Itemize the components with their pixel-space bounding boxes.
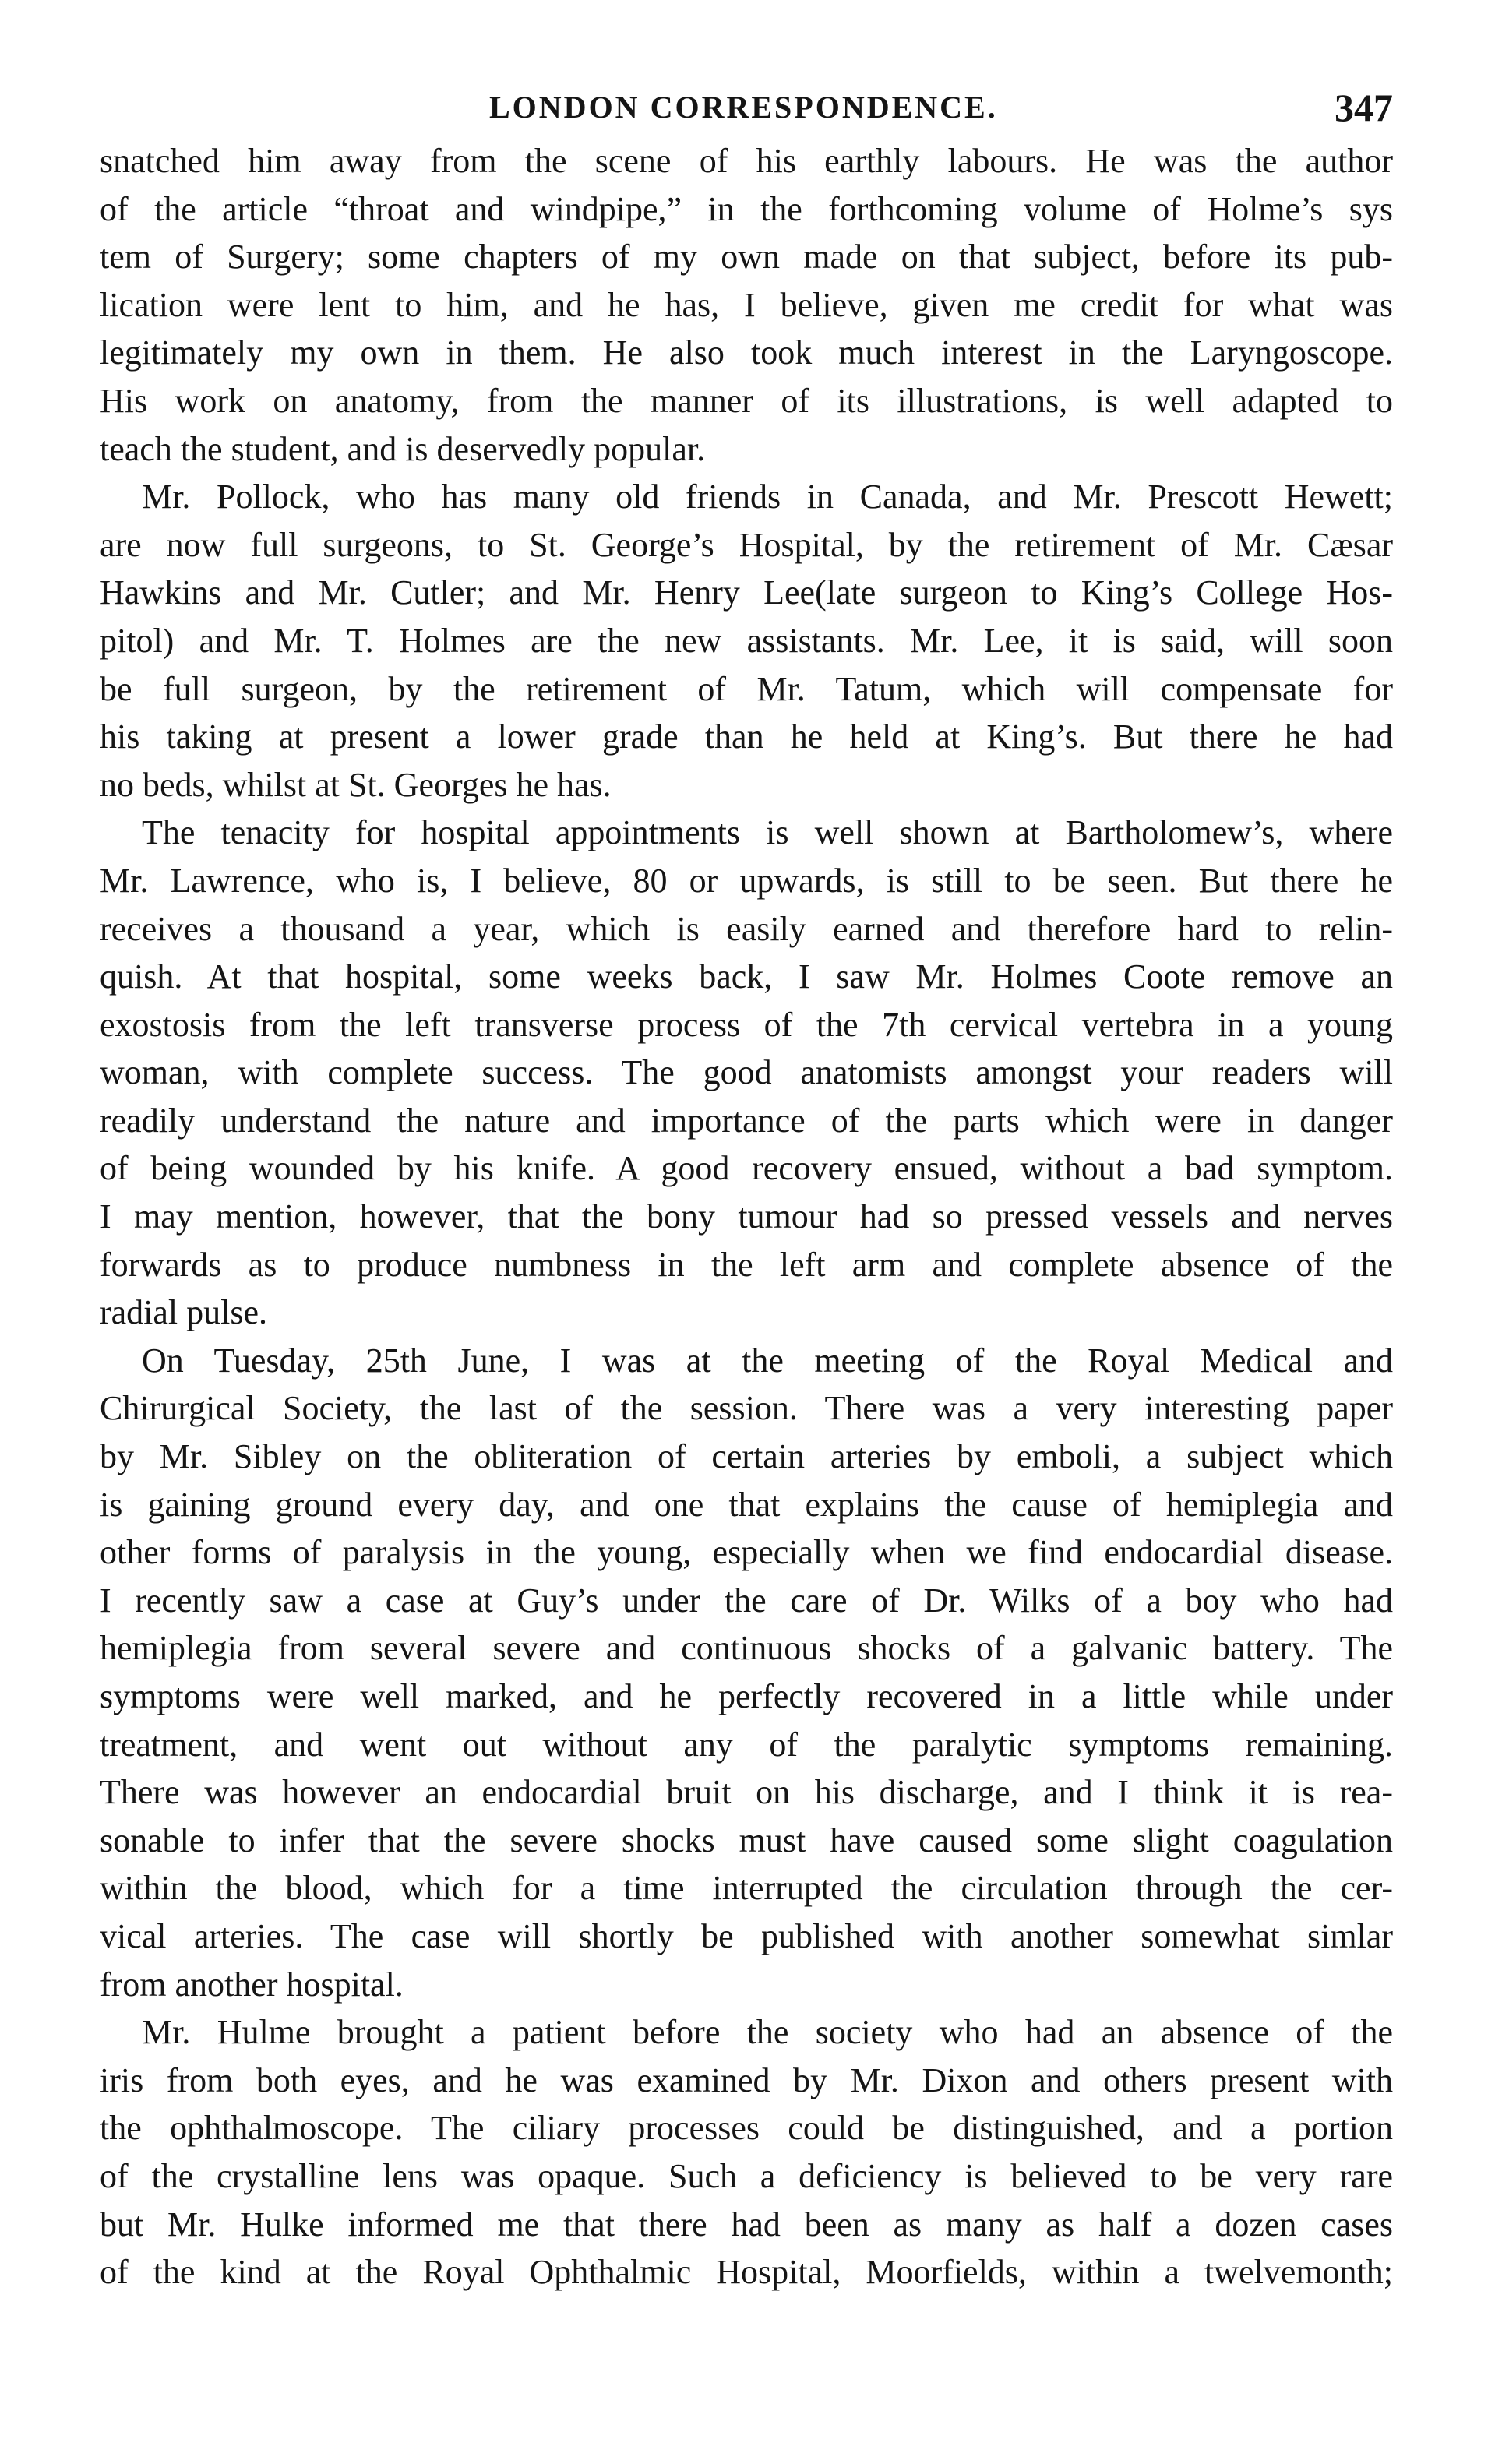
- text-line: Mr. Lawrence, who is, I believe, 80 or upwards, is still to be seen. But there he: [100, 861, 1393, 900]
- text-line: from another hospital.: [100, 1965, 404, 2004]
- text-line: Mr. Hulme brought a patient before the society who had an absence of the: [142, 2013, 1393, 2052]
- text-line: pitol) and Mr. T. Holmes are the new assistants. Mr. Lee, it is said, will soon: [100, 621, 1393, 660]
- text-line: within the blood, which for a time interrupted the circulation through the cer-: [100, 1869, 1393, 1908]
- text-line: lication were lent to him, and he has, I believe, given me credit for what was: [100, 285, 1393, 324]
- text-line: readily understand the nature and importance of the parts which were in danger: [100, 1101, 1393, 1140]
- text-line: legitimately my own in them. He also took much interest in the Laryngoscope.: [100, 333, 1393, 372]
- body-text: [100, 137, 1393, 2297]
- text-line: of the article “throat and windpipe,” in the forthcoming volume of Holme’s sys: [100, 189, 1393, 228]
- text-line: I recently saw a case at Guy’s under the care of Dr. Wilks of a boy who had: [100, 1581, 1393, 1620]
- text-line: receives a thousand a year, which is easily earned and therefore hard to relin-: [100, 909, 1393, 948]
- text-line: The tenacity for hospital appointments is well shown at Bartholomew’s, where: [142, 813, 1393, 852]
- page-number: 347: [1335, 86, 1393, 129]
- text-line: be full surgeon, by the retirement of Mr. Tatum, which will compensate for: [100, 669, 1393, 708]
- text-line: woman, with complete success. The good anatomists amongst your readers will: [100, 1053, 1393, 1092]
- text-line: sonable to infer that the severe shocks must have caused some slight coagulation: [100, 1821, 1393, 1859]
- text-line: of being wounded by his knife. A good recovery ensued, without a bad symptom.: [100, 1149, 1393, 1188]
- text-line: tem of Surgery; some chapters of my own made on that subject, before its pub-: [100, 238, 1393, 277]
- text-line: hemiplegia from several severe and continuous shocks of a galvanic battery. The: [100, 1629, 1393, 1668]
- text-line: exostosis from the left transverse process of the 7th cervical vertebra in a young: [100, 1005, 1393, 1044]
- text-line: but Mr. Hulke informed me that there had been as many as half a dozen cases: [100, 2205, 1393, 2244]
- text-line: by Mr. Sibley on the obliteration of certain arteries by emboli, a subject which: [100, 1437, 1393, 1476]
- text-line: Chirurgical Society, the last of the session. There was a very interesting paper: [100, 1389, 1393, 1428]
- text-line: his taking at present a lower grade than he held at King’s. But there he had: [100, 717, 1393, 756]
- text-line: iris from both eyes, and he was examined by Mr. Dixon and others present with: [100, 2060, 1393, 2099]
- text-line: no beds, whilst at St. Georges he has.: [100, 765, 612, 804]
- text-line: radial pulse.: [100, 1293, 268, 1332]
- text-line: forwards as to produce numbness in the left arm and complete absence of the: [100, 1245, 1393, 1284]
- text-line: quish. At that hospital, some weeks back, I saw Mr. Holmes Coote remove an: [100, 957, 1393, 996]
- text-line: His work on anatomy, from the manner of its illustrations, is well adapted to: [100, 381, 1393, 420]
- running-head-title: LONDON CORRESPONDENCE.: [489, 90, 998, 125]
- text-line: is gaining ground every day, and one that explains the cause of hemiplegia and: [100, 1485, 1393, 1524]
- text-line: teach the student, and is deservedly popular.: [100, 429, 706, 468]
- text-line: other forms of paralysis in the young, especially when we find endocardial disease.: [100, 1533, 1393, 1572]
- text-line: treatment, and went out without any of the paralytic symptoms remaining.: [100, 1725, 1393, 1764]
- text-line: symptoms were well marked, and he perfectly recovered in a little while under: [100, 1677, 1393, 1715]
- text-line: There was however an endocardial bruit on his discharge, and I think it is rea-: [100, 1773, 1393, 1812]
- text-line: On Tuesday, 25th June, I was at the meeting of the Royal Medical and: [142, 1341, 1393, 1380]
- text-line: are now full surgeons, to St. George’s Hospital, by the retirement of Mr. Cæsar: [100, 525, 1393, 564]
- running-head: [100, 84, 1393, 131]
- text-line: of the kind at the Royal Ophthalmic Hospital, Moorfields, within a twelvemonth;: [100, 2253, 1393, 2292]
- text-line: vical arteries. The case will shortly be published with another somewhat simlar: [100, 1916, 1393, 1955]
- text-line: snatched him away from the scene of his earthly labours. He was the author: [100, 142, 1393, 180]
- text-line: the ophthalmoscope. The ciliary processes could be distinguished, and a portion: [100, 2109, 1393, 2148]
- text-line: I may mention, however, that the bony tumour had so pressed vessels and nerves: [100, 1197, 1393, 1236]
- text-line: Mr. Pollock, who has many old friends in Canada, and Mr. Prescott Hewett;: [142, 478, 1393, 516]
- text-line: Hawkins and Mr. Cutler; and Mr. Henry Lee(late surgeon to King’s College Hos-: [100, 573, 1393, 612]
- text-line: of the crystalline lens was opaque. Such a deficiency is believed to be very rare: [100, 2156, 1393, 2195]
